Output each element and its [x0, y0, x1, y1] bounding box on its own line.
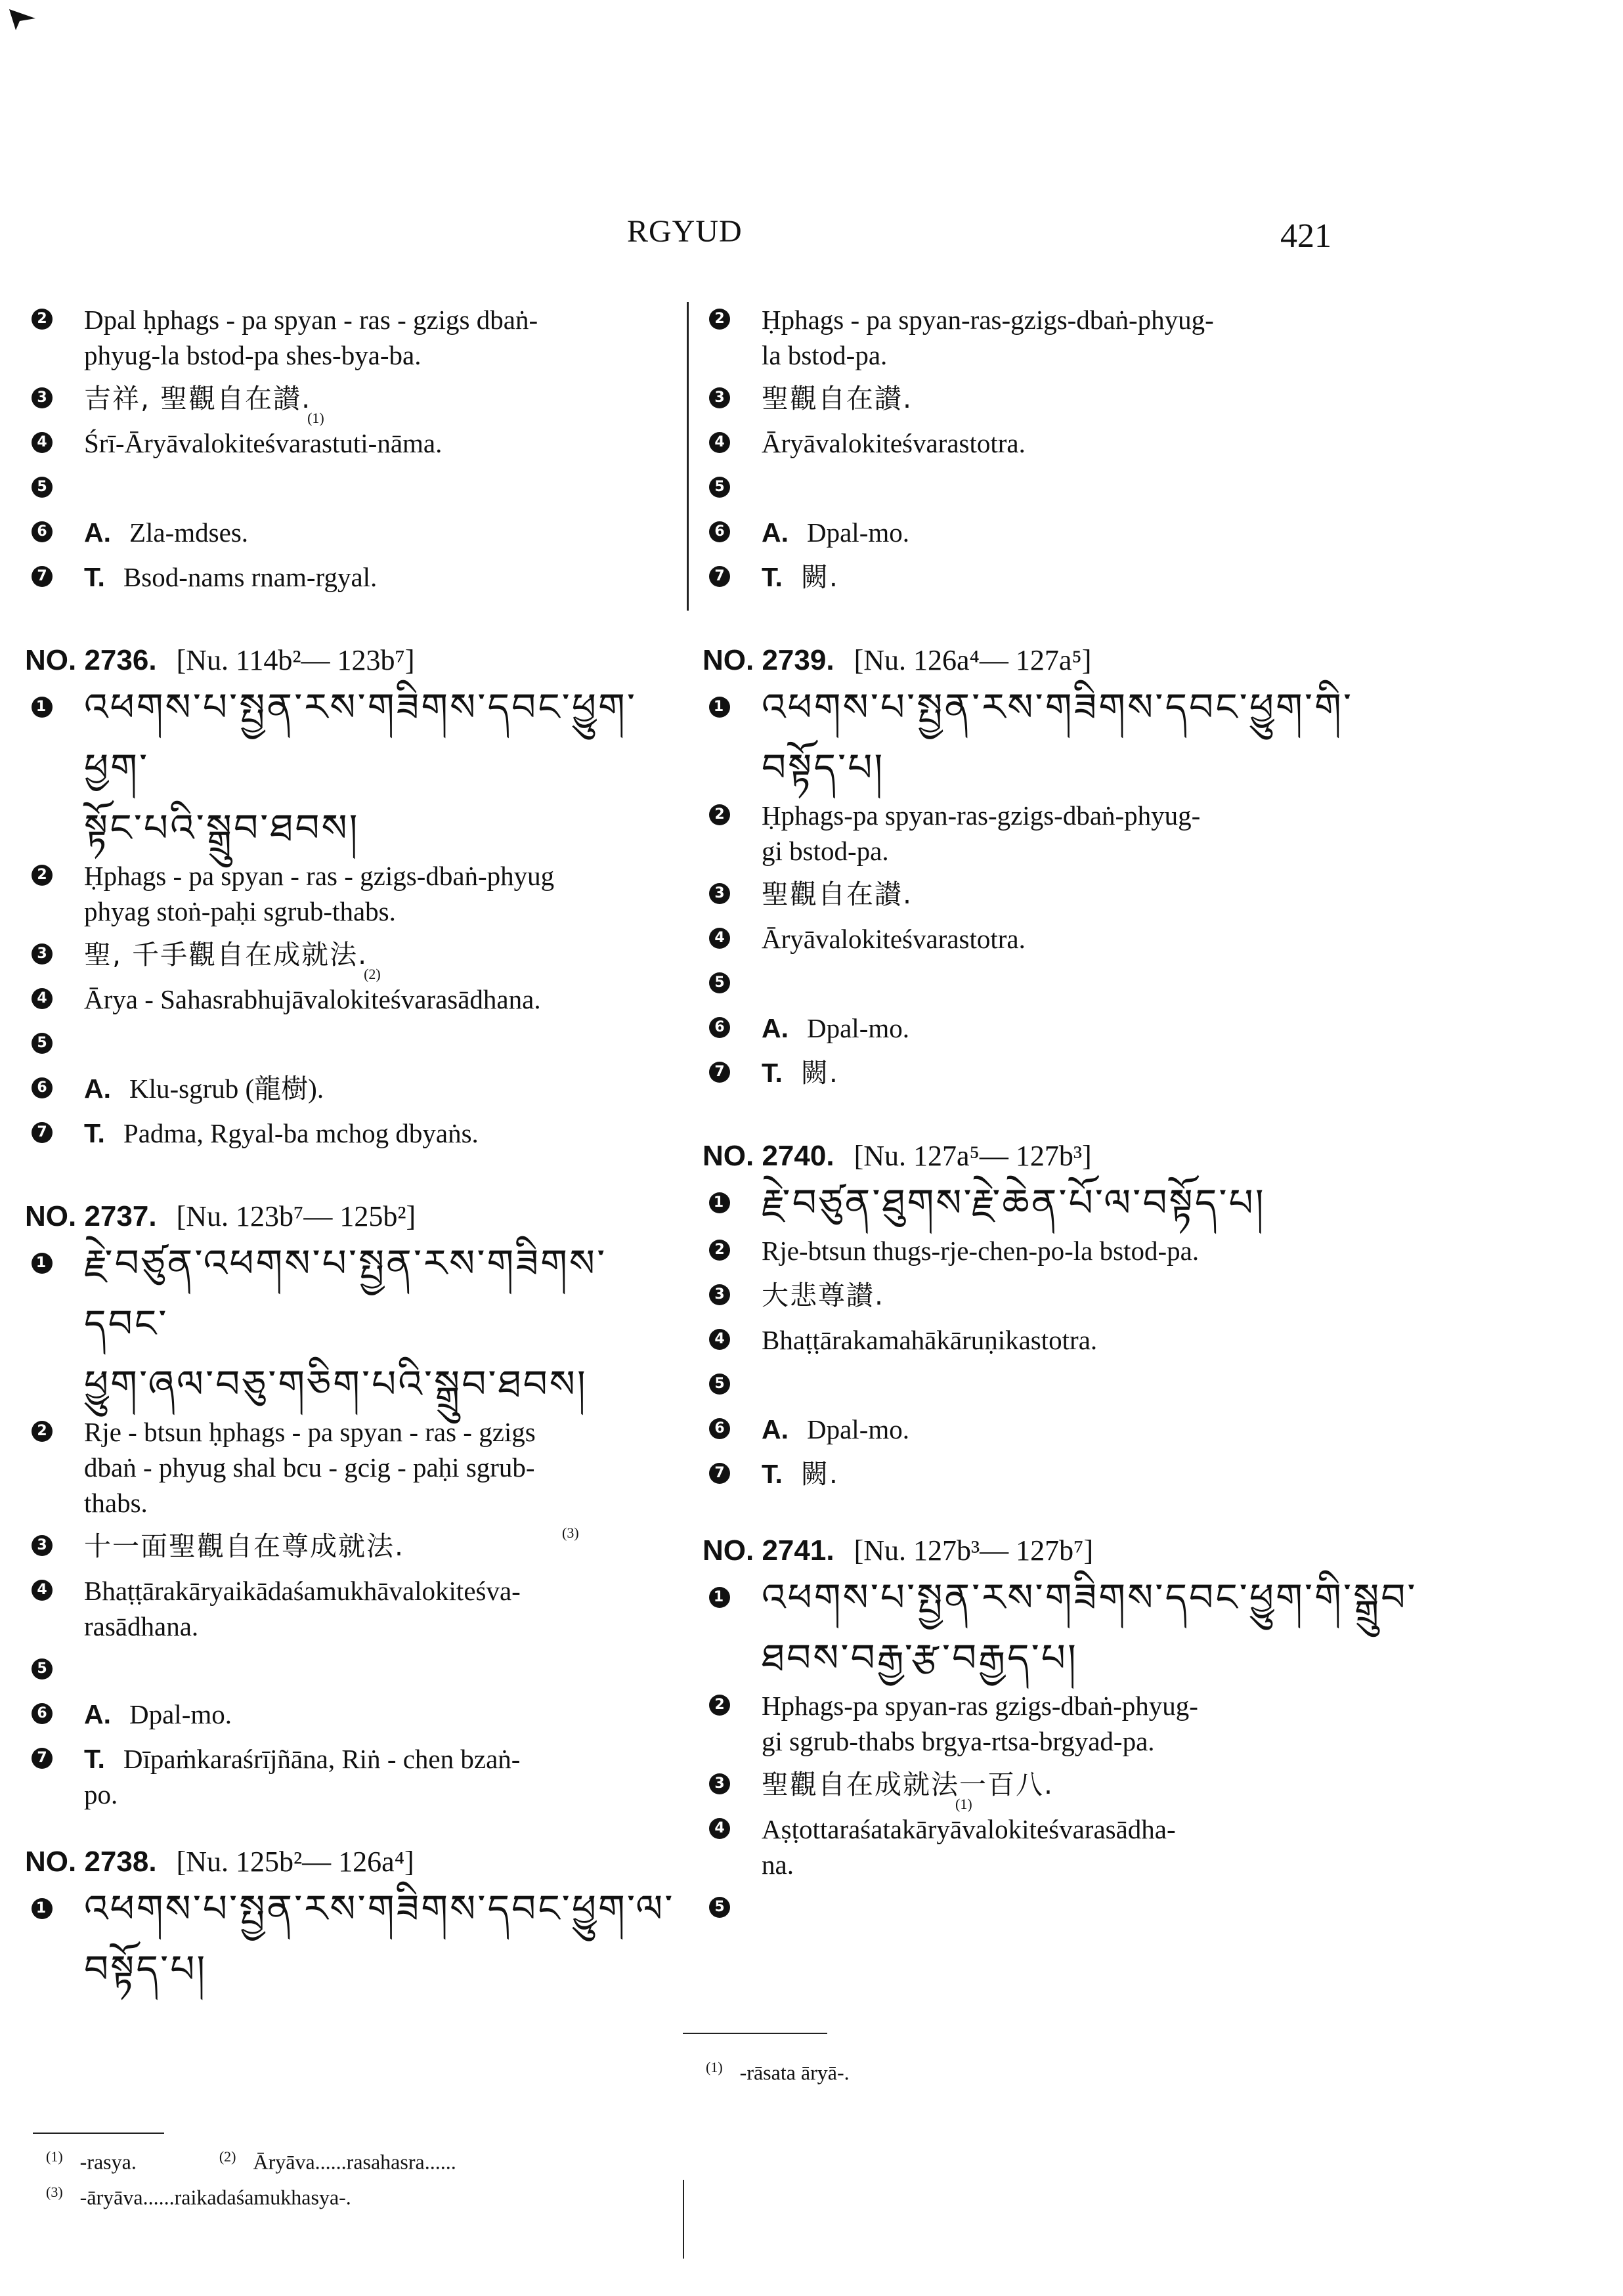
- entry-line-5: [25, 1652, 682, 1697]
- entry-line-2: [25, 302, 682, 373]
- translator-label: T.: [84, 1744, 105, 1774]
- arrow-mark-icon: [7, 7, 39, 33]
- transliteration: Hphags-pa spyan-ras gzigs-dbaṅ-phyug-: [762, 1691, 1198, 1721]
- translator-label: T.: [84, 1118, 105, 1148]
- entry-line-3: [25, 937, 682, 982]
- entry-line-3: [703, 877, 1609, 921]
- footnotes-right: [706, 2052, 1559, 2088]
- marker-5: 5: [709, 972, 730, 993]
- chinese-title: 聖觀自在成就法一百八.: [762, 1769, 1054, 1800]
- marker-6: 6: [32, 1077, 53, 1098]
- transliteration: Ḥphags - pa spyan-ras-gzigs-dbaṅ-phyug-: [762, 305, 1214, 335]
- entry-line-1: [25, 677, 682, 858]
- footnote-text: Āryāva......rasahasra......: [253, 2150, 456, 2174]
- footnote-marker: (1): [307, 410, 324, 426]
- entry-reference: [Nu. 114b²— 123b⁷]: [176, 644, 415, 676]
- entry-line-1: [703, 677, 1609, 798]
- marker-3: 3: [32, 1535, 53, 1556]
- entry-number: NO. 2737.: [25, 1200, 157, 1232]
- footnote-text: -rāsata āryā-.: [739, 2060, 850, 2085]
- entry-number: NO. 2736.: [25, 644, 157, 676]
- entry-line-1: [25, 1233, 682, 1414]
- entry-number: NO. 2740.: [703, 1140, 834, 1172]
- footnote-number: (1): [46, 2148, 63, 2165]
- tibetan-title-cont: ཐབས་བརྒྱ་རྩ་བརྒྱད་པ།: [762, 1635, 1078, 1680]
- marker-2: 2: [32, 865, 53, 886]
- marker-1: 1: [709, 1587, 730, 1608]
- entry-line-3: [25, 381, 682, 425]
- footnote-separator: [33, 2133, 164, 2134]
- translator: Dīpaṁkaraśrījñāna, Riṅ - chen bzaṅ-: [123, 1744, 521, 1774]
- marker-7: 7: [32, 566, 53, 587]
- entry-line-5: [703, 1890, 1609, 1935]
- author-label: A.: [762, 1414, 789, 1444]
- entry-line-2: [25, 1414, 682, 1521]
- entry-2741-heading: [703, 1534, 1609, 1567]
- marker-4: 4: [32, 432, 53, 453]
- entry-2736-heading: [25, 643, 682, 677]
- translator-label: T.: [84, 562, 105, 592]
- sanskrit-title: Aṣṭottaraśatakāryāvalokiteśvarasādha-: [762, 1814, 1176, 1844]
- entry-line-7: [703, 1456, 1609, 1501]
- sanskrit-title-cont: rasādhana.: [84, 1611, 199, 1641]
- author: Zla-mdses.: [129, 517, 249, 548]
- marker-2: 2: [709, 804, 730, 825]
- marker-6: 6: [709, 1017, 730, 1038]
- page-number: 421: [1280, 217, 1331, 255]
- marker-5: 5: [32, 477, 53, 498]
- transliteration-cont: gi sgrub-thabs brgya-rtsa-brgyad-pa.: [762, 1726, 1155, 1756]
- entry-line-5: [703, 966, 1609, 1010]
- footnote-row: [46, 2177, 670, 2213]
- entry-reference: [Nu. 126a⁴— 127a⁵]: [854, 644, 1092, 676]
- marker-7: 7: [709, 1463, 730, 1484]
- translator-label: T.: [762, 1058, 783, 1088]
- entry-reference: [Nu. 123b⁷— 125b²]: [176, 1200, 416, 1232]
- tibetan-title: འཕགས་པ་སྤྱན་རས་གཟིགས་དབང་ཕྱུག་ཕྱག་: [84, 685, 638, 790]
- entry-line-6: [703, 515, 1609, 559]
- transliteration-cont: thabs.: [84, 1488, 148, 1518]
- sanskrit-title-cont: na.: [762, 1850, 794, 1880]
- footnote-text: -rasya.: [79, 2150, 137, 2174]
- tibetan-title-cont: བསྟོད་པ།: [762, 745, 885, 790]
- chinese-title: 大悲尊讃.: [762, 1280, 885, 1311]
- entry-line-1: [703, 1567, 1609, 1688]
- marker-5: 5: [709, 1897, 730, 1918]
- sanskrit-title: Āryāvalokiteśvarastotra.: [762, 428, 1026, 458]
- author-label: A.: [762, 517, 789, 548]
- entry-line-1: [703, 1173, 1609, 1233]
- marker-6: 6: [32, 1703, 53, 1724]
- author-label: A.: [762, 1013, 789, 1043]
- entry-line-5: [703, 1367, 1609, 1412]
- marker-2: 2: [709, 1695, 730, 1716]
- translator: Bsod-nams rnam-rgyal.: [123, 562, 378, 592]
- entry-reference: [Nu. 127a⁵— 127b³]: [854, 1140, 1092, 1172]
- sanskrit-title: Śrī-Āryāvalokiteśvarastuti-nāma.: [84, 428, 443, 458]
- entry-line-2: [703, 798, 1609, 869]
- footnote-number: (1): [706, 2059, 723, 2075]
- transliteration-cont: phyag stoṅ-paḥi sgrub-thabs.: [84, 896, 396, 926]
- marker-6: 6: [709, 521, 730, 542]
- entry-line-3: [703, 381, 1609, 425]
- entry-line-3: [703, 1767, 1609, 1811]
- tibetan-title-cont: ཕྱུག་ཞལ་བཅུ་གཅིག་པའི་སྒྲུབ་ཐབས།: [84, 1362, 588, 1406]
- entry-number: NO. 2739.: [703, 644, 834, 676]
- entry-line-2: [703, 1233, 1609, 1278]
- marker-2: 2: [709, 309, 730, 330]
- translator-label: T.: [762, 1459, 783, 1489]
- marker-2: 2: [32, 309, 53, 330]
- right-column: [703, 302, 1609, 1935]
- translator-cont: po.: [84, 1779, 118, 1809]
- entry-line-4: [703, 1811, 1609, 1882]
- footnote-text: -āryāva......raikadaśamukhasya-.: [79, 2185, 351, 2209]
- entry-number: NO. 2741.: [703, 1534, 834, 1567]
- entry-reference: [Nu. 125b²— 126a⁴]: [176, 1846, 414, 1878]
- marker-1: 1: [32, 1253, 53, 1274]
- entry-line-1: [25, 1878, 682, 1999]
- tibetan-title: རྗེ་བཙུན་འཕགས་པ་སྤྱན་རས་གཟིགས་དབང་: [84, 1241, 607, 1346]
- entry-line-5: [25, 1026, 682, 1071]
- marker-3: 3: [32, 943, 53, 964]
- entry-line-7: [703, 1055, 1609, 1100]
- author-label: A.: [84, 1073, 111, 1104]
- entry-2738-heading: [25, 1845, 682, 1878]
- marker-7: 7: [709, 566, 730, 587]
- translator: 闕.: [800, 1458, 839, 1490]
- chinese-title: 聖觀自在讃.: [762, 383, 913, 414]
- transliteration: Ḥphags - pa spyan - ras - gzigs-dbaṅ-phyug: [84, 861, 555, 891]
- footnotes-left: [46, 2142, 670, 2212]
- marker-3: 3: [709, 883, 730, 904]
- tibetan-title-cont: སྟོང་པའི་སྒྲུབ་ཐབས།: [84, 806, 360, 850]
- entry-line-7: [25, 559, 682, 604]
- entry-line-7: [25, 1116, 682, 1160]
- marker-7: 7: [32, 1748, 53, 1769]
- entry-line-4: [703, 425, 1609, 470]
- entry-line-6: [703, 1010, 1609, 1055]
- marker-5: 5: [32, 1658, 53, 1679]
- transliteration: Dpal ḥphags - pa spyan - ras - gzigs dbaṅ-: [84, 305, 538, 335]
- entry-2740-heading: [703, 1139, 1609, 1173]
- running-header-title: RGYUD: [627, 214, 743, 249]
- transliteration: Ḥphags-pa spyan-ras-gzigs-dbaṅ-phyug-: [762, 800, 1201, 831]
- tibetan-title: འཕགས་པ་སྤྱན་རས་གཟིགས་དབང་ཕྱུག་གི་: [762, 685, 1354, 729]
- entry-line-6: [25, 515, 682, 559]
- entry-line-6: [25, 1697, 682, 1741]
- marker-3: 3: [709, 387, 730, 408]
- left-column: [25, 302, 682, 1999]
- entry-line-2: [703, 1688, 1609, 1759]
- author-label: A.: [84, 1699, 111, 1729]
- marker-6: 6: [32, 521, 53, 542]
- marker-4: 4: [709, 928, 730, 949]
- author: Dpal-mo.: [129, 1699, 232, 1729]
- entry-line-7: [25, 1741, 682, 1812]
- entry-line-4: [703, 921, 1609, 966]
- marker-7: 7: [32, 1122, 53, 1143]
- translator: 闕.: [800, 561, 839, 593]
- transliteration-cont: dbaṅ - phyug shal bcu - gcig - paḥi sgrub-: [84, 1452, 535, 1483]
- marker-2: 2: [32, 1421, 53, 1442]
- footnote-marker: (1): [955, 1796, 972, 1812]
- entry-line-5: [25, 470, 682, 515]
- entry-line-4: [25, 982, 682, 1026]
- entry-line-3: [25, 1525, 682, 1573]
- tibetan-title-cont: བསྟོད་པ།: [84, 1947, 207, 1991]
- author-label: A.: [84, 517, 111, 548]
- chinese-title: 聖觀自在讃.: [762, 878, 913, 910]
- transliteration: Rje-btsun thugs-rje-chen-po-la bstod-pa.: [762, 1236, 1200, 1266]
- entry-line-2: [703, 302, 1609, 373]
- entry-2739-heading: [703, 643, 1609, 677]
- column-divider-top: [687, 302, 689, 611]
- entry-2737-heading: [25, 1200, 682, 1233]
- marker-1: 1: [32, 697, 53, 718]
- marker-3: 3: [709, 1284, 730, 1305]
- entry-reference: [Nu. 127b³— 127b⁷]: [854, 1534, 1094, 1567]
- transliteration-cont: la bstod-pa.: [762, 340, 888, 370]
- author: Dpal-mo.: [807, 1013, 909, 1043]
- sanskrit-title: Bhaṭṭārakāryaikādaśamukhāvalokiteśva-: [84, 1576, 521, 1606]
- marker-3: 3: [709, 1773, 730, 1794]
- footnote-number: (3): [46, 2183, 63, 2200]
- marker-4: 4: [709, 432, 730, 453]
- entry-line-4: [25, 425, 682, 470]
- entry-number: NO. 2738.: [25, 1846, 157, 1878]
- entry-line-3: [703, 1278, 1609, 1322]
- marker-5: 5: [709, 477, 730, 498]
- marker-1: 1: [32, 1898, 53, 1919]
- entry-line-7: [703, 559, 1609, 604]
- column-divider-bottom: [683, 2180, 684, 2259]
- chinese-title: 十一面聖觀自在尊成就法.: [84, 1530, 405, 1562]
- sanskrit-title: Ārya - Sahasrabhujāvalokiteśvarasādhana.: [84, 984, 541, 1014]
- entry-line-2: [25, 858, 682, 929]
- entry-line-4: [703, 1322, 1609, 1367]
- chinese-title: 吉祥, 聖觀自在讃.: [84, 383, 312, 414]
- marker-6: 6: [709, 1418, 730, 1439]
- author: Dpal-mo.: [807, 1414, 909, 1444]
- translator-label: T.: [762, 562, 783, 592]
- transliteration-cont: phyug-la bstod-pa shes-bya-ba.: [84, 340, 422, 370]
- marker-5: 5: [709, 1374, 730, 1395]
- sanskrit-title: Bhaṭṭārakamahākāruṇikastotra.: [762, 1325, 1098, 1355]
- entry-line-4: [25, 1573, 682, 1644]
- footnote-marker: (2): [364, 966, 381, 982]
- entry-line-6: [703, 1412, 1609, 1456]
- entry-line-6: [25, 1071, 682, 1116]
- sanskrit-title: Āryāvalokiteśvarastotra.: [762, 924, 1026, 954]
- marker-4: 4: [32, 1580, 53, 1601]
- tibetan-title: འཕགས་པ་སྤྱན་རས་གཟིགས་དབང་ཕྱུག་ལ་: [84, 1886, 675, 1931]
- footnote-marker: (3): [562, 1525, 579, 1541]
- marker-1: 1: [709, 1192, 730, 1213]
- marker-4: 4: [709, 1329, 730, 1350]
- transliteration: Rje - btsun ḥphags - pa spyan - ras - gzigs: [84, 1417, 536, 1447]
- author: Dpal-mo.: [807, 517, 909, 548]
- marker-3: 3: [32, 387, 53, 408]
- marker-7: 7: [709, 1062, 730, 1083]
- entry-line-5: [703, 470, 1609, 515]
- footnote-separator: [683, 2033, 827, 2034]
- footnote-number: (2): [219, 2148, 236, 2165]
- tibetan-title: རྗེ་བཙུན་ཐུགས་རྗེ་ཆེན་པོ་ལ་བསྟོད་པ།: [762, 1180, 1266, 1225]
- marker-1: 1: [709, 697, 730, 718]
- marker-2: 2: [709, 1240, 730, 1261]
- translator: 闕.: [800, 1057, 839, 1089]
- tibetan-title: འཕགས་པ་སྤྱན་རས་གཟིགས་དབང་ཕྱུག་གི་སྒྲུབ་: [762, 1575, 1417, 1620]
- transliteration-cont: gi bstod-pa.: [762, 836, 889, 866]
- footnote-row: [46, 2142, 670, 2177]
- translator: Padma, Rgyal-ba mchog dbyaṅs.: [123, 1118, 479, 1148]
- chinese-title: 聖, 千手觀自在成就法.: [84, 939, 368, 970]
- marker-5: 5: [32, 1033, 53, 1054]
- marker-4: 4: [32, 988, 53, 1009]
- marker-4: 4: [709, 1818, 730, 1839]
- author: Klu-sgrub (龍樹).: [129, 1073, 324, 1104]
